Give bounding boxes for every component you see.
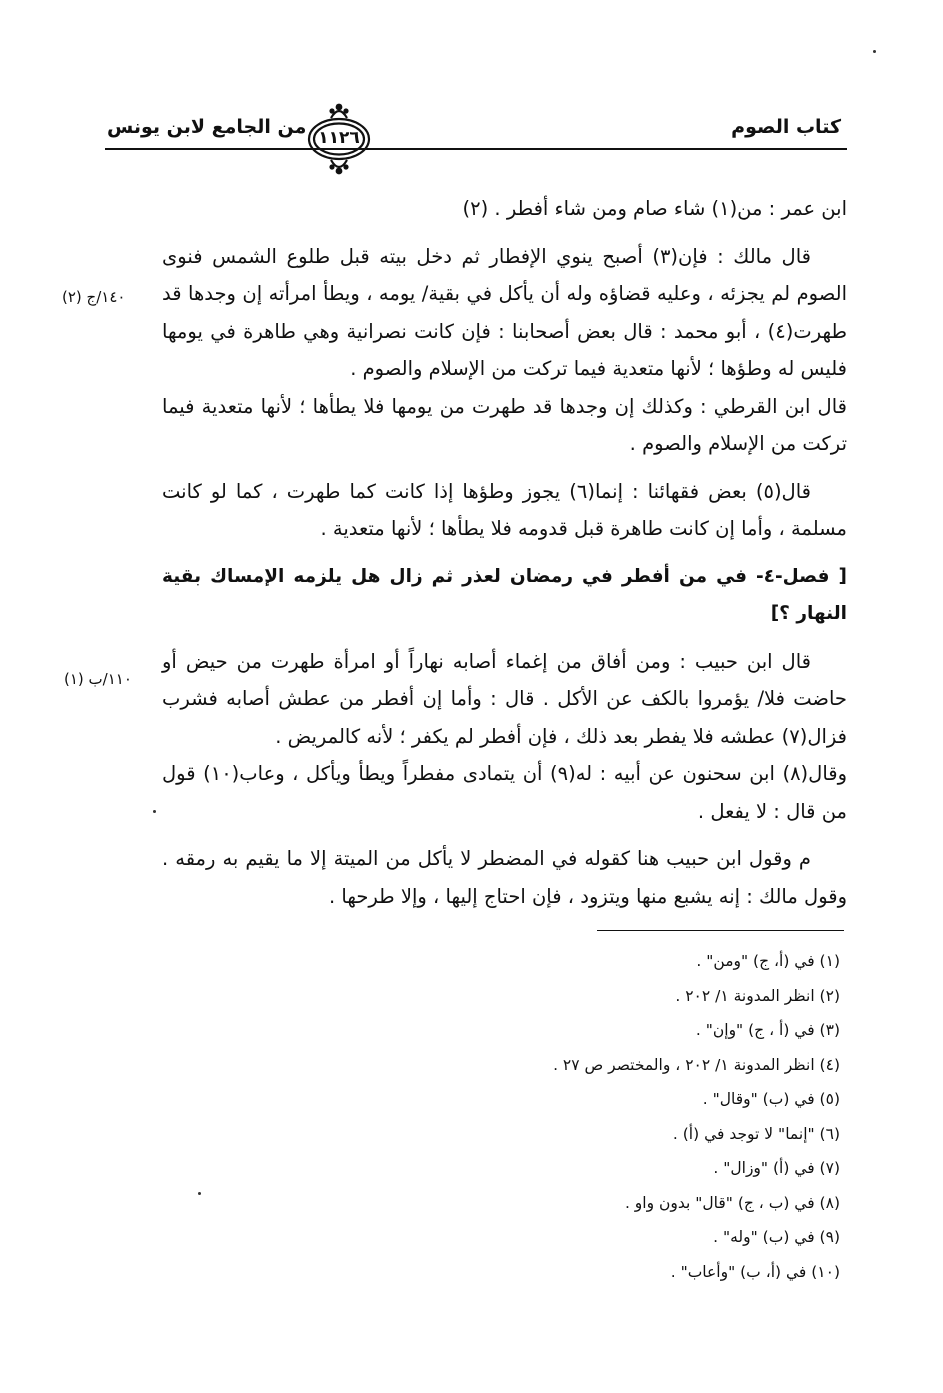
section-heading: [ فصل-٤- في من أفطر في رمضان لعذر ثم زال هل يلزمه الإمساك بقية النهار ؟] [162, 565, 847, 624]
footnote: (٣) في (أ ، ج) "وإن" . [695, 1021, 840, 1039]
scan-speck [198, 1192, 201, 1195]
footnote: (٦) "إنما" لا توجد في (أ) . [672, 1124, 840, 1143]
paragraph: قال مالك : فإن(٣) أصبح ينوي الإفطار ثم دخل بيته قبل طلوع الشمس فنوى الصوم لم يجزئه ، وعليه قضاؤه وله أن يأكل في بقية/ يومه ، ويطأ امرأته إن وجدها قد طهرت(٤) ، أبو محمد : قال بعض أصحابنا : فإن كانت نصرانية وهي طاهرة في يومها فليس له وطؤها ؛ لأنها متعدية فيما تركت من الإسلام والصوم . [162, 244, 847, 380]
margin-note: ١١٠/ب (١) [64, 670, 132, 688]
scan-speck [153, 810, 156, 813]
margin-note: ١٤٠/ج (٢) [62, 288, 126, 306]
footnote: (١٠) في (أ، ب) "وأعاب" . [670, 1262, 840, 1281]
running-header [105, 104, 847, 164]
paragraph: م وقول ابن حبيب هنا كقوله في المضطر لا يأكل من الميتة إلا ما يقيم به رمقه . وقول مالك : إنه يشبع منها ويتزود ، فإن احتاج إليها ، وإلا طرحها . [162, 847, 847, 908]
paragraph: ابن عمر : من(١) شاء صام ومن شاء أفطر . (٢) [462, 197, 847, 220]
footnote: (١) في (أ، ج) "ومن" . [696, 952, 840, 970]
footnote: (٧) في (أ) "وزال" . [713, 1159, 840, 1177]
footnote: (٨) في (ب ، ج) "قال" بدون واو . [624, 1193, 840, 1212]
header-divider [105, 148, 847, 150]
chapter-title: كتاب الصوم [731, 116, 841, 138]
footnotes [480, 944, 840, 1289]
book-title: من الجامع لابن يونس [107, 116, 307, 138]
paragraph: وقال(٨) ابن سحنون عن أبيه : له(٩) أن يتمادى مفطراً ويطأ ويأكل ، وعاب(١٠) قول من قال : لا يفعل . [162, 762, 848, 823]
paragraph: قال ابن حبيب : ومن أفاق من إغماء أصابه نهاراً أو امرأة طهرت من حيض أو حاضت فلا/ يؤمروا بالكف عن الأكل . قال : وأما إن أفطر من عطش أصابه فشرب فزال(٧) عطشه فلا يفطر بعد ذلك ، فإن أفطر لم يكفر ؛ لأنه كالمريض . [162, 649, 847, 748]
footnote: (٥) في (ب) "وقال" . [702, 1090, 840, 1108]
footnote: (٩) في (ب) "وله" . [713, 1228, 840, 1246]
main-text [162, 190, 847, 915]
page-number-ornament [303, 98, 375, 178]
scan-speck [873, 50, 876, 53]
footnote: (٢) انظر المدونة ١/ ٢٠٢ . [675, 986, 840, 1005]
page-number: ١١٢٦ [318, 128, 360, 148]
footnote: (٤) انظر المدونة ١/ ٢٠٢ ، والمختصر ص ٢٧ . [553, 1055, 840, 1074]
footnote-divider [597, 930, 844, 931]
paragraph: قال ابن القرطي : وكذلك إن وجدها قد طهرت من يومها فلا يطأها ؛ لأنها متعدية فيما تركت من الإسلام والصوم . [162, 394, 847, 455]
paragraph: قال(٥) بعض فقهائنا : إنما(٦) يجوز وطؤها إذا كانت كما طهرت ، كما لو كانت مسلمة ، وأما إن كانت طاهرة قبل قدومه فلا يطأها ؛ لأنها متعدية . [162, 479, 847, 540]
